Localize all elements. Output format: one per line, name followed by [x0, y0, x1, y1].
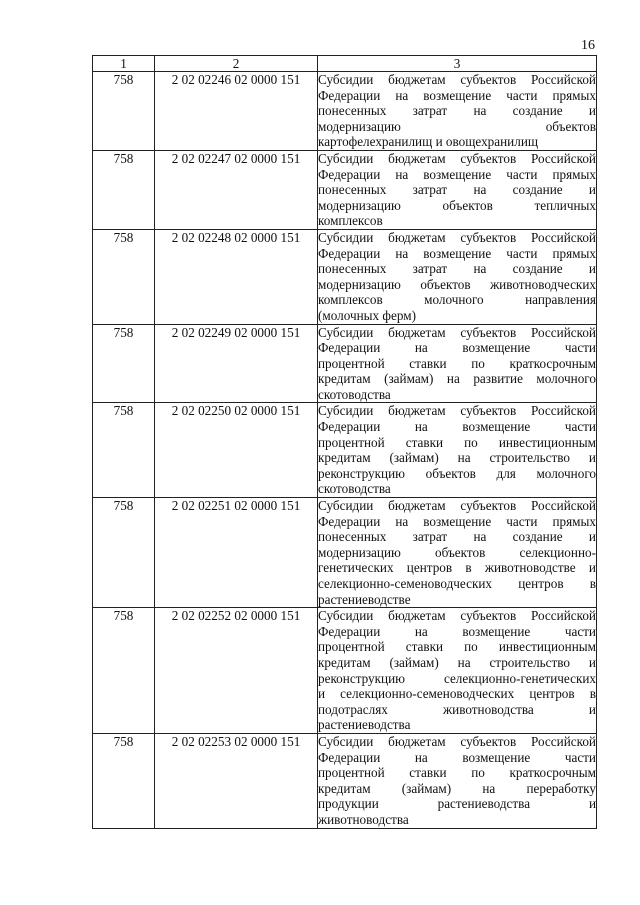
description-word: создание [512, 182, 563, 198]
description-word: прямых [552, 245, 596, 261]
description-line [318, 371, 596, 387]
description-word: создание [512, 103, 563, 119]
revenue-description-cell [318, 72, 597, 151]
table-row [93, 229, 597, 324]
administrator-code-cell: 758 [93, 324, 155, 403]
revenue-code-cell: 2 02 02248 02 0000 151 [155, 229, 318, 324]
description-line [318, 576, 596, 592]
description-word: понесенных [318, 182, 387, 198]
description-word: модернизацию [318, 197, 401, 213]
description-word: части [506, 513, 538, 529]
description-word: прямых [552, 87, 596, 103]
table-row [93, 72, 597, 151]
description-word: животноводства [443, 701, 534, 717]
administrator-code-cell: 758 [93, 150, 155, 229]
description-word: ставки [405, 434, 444, 450]
description-word: субъектов [460, 498, 517, 514]
description-word: селекционно-семеноводческих [318, 576, 493, 591]
description-line [318, 340, 596, 356]
description-line [318, 134, 596, 150]
description-word: на [457, 450, 471, 466]
description-word: кредитам [318, 654, 371, 670]
description-word: субъектов [460, 150, 517, 166]
description-word: объектов [442, 197, 493, 213]
description-word: и [588, 560, 596, 576]
description-word: кредитам [318, 450, 371, 466]
revenue-description-cell [318, 608, 597, 734]
description-line [318, 450, 596, 466]
description-word: селекционно-семеноводческих [340, 686, 515, 702]
description-word: субъектов [460, 403, 517, 419]
description-word: Федерации [318, 749, 381, 765]
description-line-text: комплексов [318, 213, 383, 229]
administrator-code-cell: 758 [93, 72, 155, 151]
administrator-code-cell: 758 [93, 608, 155, 734]
description-word: затрат [412, 529, 448, 545]
description-word: Субсидии [318, 403, 374, 419]
revenue-code-cell: 2 02 02252 02 0000 151 [155, 608, 318, 734]
description-word: Субсидии [318, 324, 374, 340]
description-line [318, 671, 596, 687]
description-word: Субсидии [318, 72, 374, 87]
page-number: 16 [581, 38, 595, 53]
description-line [318, 481, 596, 497]
description-line [318, 796, 596, 812]
description-word: объектов [545, 118, 596, 134]
description-word: Федерации [318, 87, 381, 103]
description-word: части [564, 623, 596, 639]
description-word: по [464, 434, 478, 450]
description-word: по [471, 765, 485, 781]
revenue-description-cell [318, 498, 597, 608]
description-word: создание [512, 529, 563, 545]
description-line [318, 624, 596, 640]
description-word: (займам) [389, 450, 439, 466]
description-line [318, 277, 596, 293]
revenue-description-cell [318, 324, 597, 403]
description-word: и [318, 686, 326, 702]
description-line [318, 514, 596, 530]
description-word: бюджетам [388, 403, 446, 419]
description-word: Федерации [318, 166, 381, 182]
description-word: Субсидии [318, 608, 374, 624]
description-word: возмещение [462, 340, 531, 356]
description-word: затрат [412, 261, 448, 277]
description-line [318, 529, 596, 545]
revenue-description-cell [318, 403, 597, 498]
description-word: процентной [318, 355, 385, 371]
description-word: Российской [531, 733, 596, 749]
description-word: затрат [412, 182, 448, 198]
budget-classification-table [92, 55, 597, 829]
description-word: в [589, 576, 596, 591]
description-word: и [588, 182, 596, 198]
description-word: краткосрочным [509, 765, 596, 781]
description-line [318, 292, 596, 308]
description-word: ставки [409, 765, 447, 781]
description-word: бюджетам [388, 229, 446, 245]
description-line [318, 387, 596, 403]
description-line [318, 230, 596, 246]
description-line [318, 261, 596, 277]
description-line [318, 608, 596, 624]
description-word: переработку [526, 780, 596, 796]
description-word: Российской [531, 608, 596, 624]
description-line [318, 119, 596, 135]
description-word: кредитам [318, 780, 371, 796]
description-word: процентной [318, 639, 385, 655]
description-line [318, 182, 596, 198]
description-word: Российской [531, 229, 596, 245]
revenue-code-cell: 2 02 02251 02 0000 151 [155, 498, 318, 608]
description-line [318, 356, 596, 372]
description-line [318, 560, 596, 576]
description-word: бюджетам [388, 733, 446, 749]
description-line [318, 435, 596, 451]
description-word: молочного [424, 292, 484, 308]
description-word: на [414, 623, 428, 639]
table-header-row [93, 56, 597, 72]
description-word: центров [518, 576, 564, 591]
description-word: части [564, 749, 596, 765]
description-word: Российской [531, 324, 596, 340]
description-word: центров [529, 686, 575, 702]
description-word: для [496, 465, 516, 481]
description-word: Федерации [318, 513, 381, 529]
description-line [318, 213, 596, 229]
description-word: Федерации [318, 419, 381, 435]
description-word: на [395, 166, 409, 182]
revenue-code-cell: 2 02 02250 02 0000 151 [155, 403, 318, 498]
description-word: на [473, 529, 487, 545]
description-line-text: скотоводства [318, 386, 391, 402]
administrator-code-cell: 758 [93, 498, 155, 608]
description-word: возмещение [462, 419, 531, 435]
description-word: объектов [425, 465, 476, 481]
administrator-code-cell: 758 [93, 733, 155, 828]
description-word: части [506, 166, 538, 182]
description-line [318, 592, 596, 608]
description-word: краткосрочным [509, 355, 596, 371]
description-word: по [464, 639, 478, 655]
description-line [318, 545, 596, 561]
description-word: (займам) [384, 371, 434, 387]
description-word: Федерации [318, 245, 381, 261]
description-word: на [395, 513, 409, 529]
description-line-text: животноводства [318, 811, 409, 827]
description-word: на [482, 780, 496, 796]
description-line [318, 750, 596, 766]
description-line [318, 167, 596, 183]
description-word: животноводческих [490, 276, 596, 292]
description-line [318, 639, 596, 655]
description-word: на [414, 419, 428, 435]
description-line [318, 403, 596, 419]
description-word: ставки [405, 639, 444, 655]
description-word: в [589, 686, 596, 702]
description-word: по [471, 355, 485, 371]
description-word: и [588, 796, 596, 812]
table-row [93, 733, 597, 828]
description-word: Федерации [318, 340, 381, 356]
description-word: Федерации [318, 623, 381, 639]
description-word: Российской [531, 72, 596, 87]
description-word: на [414, 340, 428, 356]
description-word: модернизацию [318, 276, 401, 292]
description-line [318, 498, 596, 514]
description-line [318, 702, 596, 718]
description-word: (займам) [401, 780, 452, 796]
description-word: селекционно- [519, 544, 596, 560]
description-word: бюджетам [388, 324, 446, 340]
description-line [318, 151, 596, 167]
description-line [318, 765, 596, 781]
column-header-1: 1 [93, 56, 155, 72]
table-row [93, 150, 597, 229]
table-row [93, 498, 597, 608]
description-word: центров [406, 560, 453, 576]
description-word: модернизацию [318, 544, 401, 560]
description-word: генетических [318, 560, 394, 576]
description-word: Российской [531, 403, 596, 419]
description-word: продукции [318, 796, 379, 812]
description-word: селекционно-генетических [443, 670, 596, 686]
description-word: прямых [552, 166, 596, 182]
description-line [318, 655, 596, 671]
description-word: прямых [552, 513, 596, 529]
description-line [318, 308, 596, 324]
description-word: строительство [489, 654, 571, 670]
description-word: на [473, 261, 487, 277]
description-word: субъектов [460, 733, 517, 749]
description-word: на [395, 87, 409, 103]
description-line-text: растениеводстве [318, 591, 411, 607]
description-word: тепличных [534, 197, 596, 213]
description-line [318, 686, 596, 702]
description-line [318, 198, 596, 214]
description-word: на [446, 371, 460, 387]
description-word: молочного [536, 371, 596, 387]
revenue-description-cell [318, 229, 597, 324]
revenue-code-cell: 2 02 02246 02 0000 151 [155, 72, 318, 151]
description-word: Субсидии [318, 229, 374, 245]
description-word: и [588, 450, 596, 466]
description-word: комплексов [318, 292, 383, 308]
description-word: Субсидии [318, 733, 374, 749]
description-word: на [473, 103, 487, 119]
description-word: ставки [409, 355, 447, 371]
description-line [318, 812, 596, 828]
description-line [318, 72, 596, 88]
description-word: процентной [318, 434, 385, 450]
description-word: инвестиционным [498, 639, 596, 655]
description-word: бюджетам [388, 72, 446, 87]
description-word: и [588, 261, 596, 277]
revenue-description-cell [318, 150, 597, 229]
revenue-code-cell: 2 02 02247 02 0000 151 [155, 150, 318, 229]
description-word: инвестиционным [498, 434, 596, 450]
description-word: на [457, 654, 471, 670]
description-word: части [506, 87, 538, 103]
description-word: субъектов [460, 608, 517, 624]
description-word: и [588, 103, 596, 119]
description-word: строительство [489, 450, 571, 466]
description-line [318, 325, 596, 341]
description-word: кредитам [318, 371, 371, 387]
description-word: возмещение [423, 87, 492, 103]
description-word: и [588, 654, 596, 670]
description-line-text: (молочных ферм) [318, 307, 416, 323]
revenue-code-cell: 2 02 02253 02 0000 151 [155, 733, 318, 828]
revenue-description-cell [318, 733, 597, 828]
revenue-code-cell: 2 02 02249 02 0000 151 [155, 324, 318, 403]
description-word: понесенных [318, 103, 387, 119]
description-word: создание [512, 261, 563, 277]
description-word: и [588, 529, 596, 545]
description-word: субъектов [460, 72, 517, 87]
description-word: (займам) [389, 654, 439, 670]
description-word: развитие [473, 371, 523, 387]
description-word: возмещение [423, 166, 492, 182]
description-word: подотраслях [318, 701, 388, 717]
description-word: и [588, 701, 596, 717]
administrator-code-cell: 758 [93, 403, 155, 498]
description-word: возмещение [423, 513, 492, 529]
description-word: бюджетам [388, 150, 446, 166]
description-word: реконструкцию [318, 670, 405, 686]
description-line [318, 466, 596, 482]
description-line-text: картофелехранилищ и овощехранилищ [318, 134, 539, 150]
description-word: возмещение [462, 749, 531, 765]
description-word: модернизацию [318, 118, 401, 134]
description-word: возмещение [462, 623, 531, 639]
description-word: направления [525, 292, 596, 308]
description-word: понесенных [318, 261, 387, 277]
column-header-2: 2 [155, 56, 318, 72]
description-word: понесенных [318, 529, 387, 545]
description-word: объектов [420, 276, 471, 292]
description-line [318, 103, 596, 119]
description-word: Субсидии [318, 150, 374, 166]
description-word: затрат [412, 103, 448, 119]
table-row [93, 324, 597, 403]
description-word: объектов [435, 544, 486, 560]
description-line [318, 419, 596, 435]
description-line [318, 717, 596, 733]
description-word: бюджетам [388, 498, 446, 514]
description-line [318, 88, 596, 104]
description-word: на [414, 749, 428, 765]
description-word: на [473, 182, 487, 198]
description-word: Субсидии [318, 498, 374, 514]
description-word: возмещение [423, 245, 492, 261]
description-word: процентной [318, 765, 385, 781]
description-line-text: скотоводства [318, 481, 391, 497]
description-word: на [395, 245, 409, 261]
description-line [318, 246, 596, 262]
administrator-code-cell: 758 [93, 229, 155, 324]
description-word: части [564, 419, 596, 435]
table-row [93, 403, 597, 498]
description-word: в [465, 560, 472, 576]
description-word: реконструкцию [318, 465, 405, 481]
column-header-3: 3 [318, 56, 597, 72]
description-word: молочного [536, 465, 596, 481]
description-line [318, 781, 596, 797]
description-word: Российской [531, 150, 596, 166]
description-word: части [506, 245, 538, 261]
description-word: растениеводства [437, 796, 531, 812]
description-word: субъектов [460, 324, 517, 340]
table-body [93, 72, 597, 829]
description-word: животноводстве [484, 560, 576, 576]
description-word: субъектов [460, 229, 517, 245]
description-line [318, 734, 596, 750]
table-row [93, 608, 597, 734]
description-word: бюджетам [388, 608, 446, 624]
description-word: Российской [531, 498, 596, 514]
description-word: части [564, 340, 596, 356]
description-line-text: растениеводства [318, 717, 411, 733]
